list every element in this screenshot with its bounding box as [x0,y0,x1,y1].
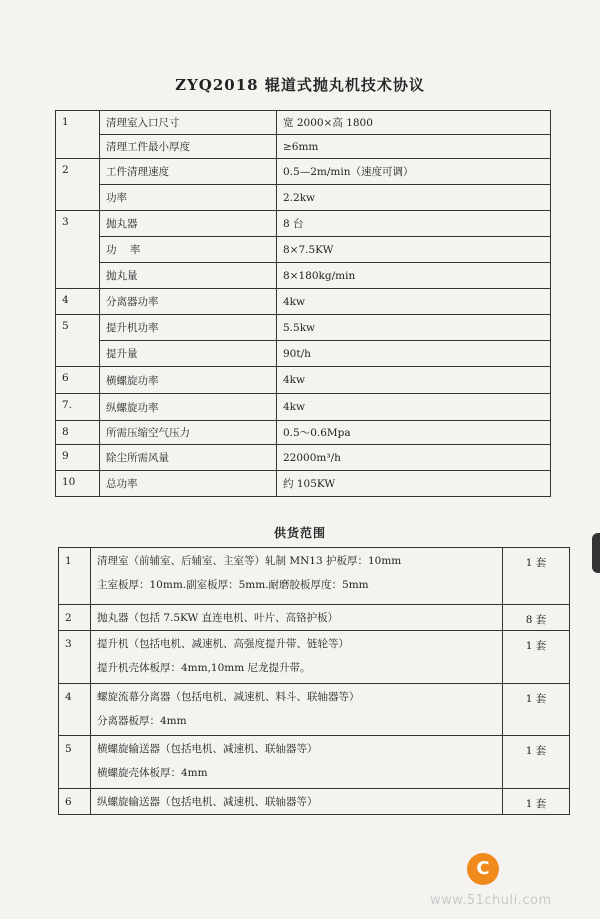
spec-row [56,315,551,341]
scope-quantity: 1 套 [503,548,570,605]
scope-item-number: 4 [59,684,91,736]
site-logo-icon: C [467,853,499,885]
spec-row [56,159,551,185]
scope-row [59,789,570,815]
scope-description-line: 提升机壳体板厚：4mm,10mm 尼龙提升带。 [97,662,311,674]
spec-label: 除尘所需风量 [100,445,277,471]
spec-label: 提升机功率 [100,315,277,341]
spec-row [56,421,551,445]
spec-label: 功 率 [100,237,277,263]
scope-description-line: 抛丸器（包括 7.5KW 直连电机、叶片、高铬护板） [97,612,339,624]
spec-value: 宽 2000×高 1800 [277,111,551,135]
spec-value: 4kw [277,367,551,394]
spec-label: 纵螺旋功率 [100,394,277,421]
binder-clip-mark [592,533,600,573]
spec-label: 工件清理速度 [100,159,277,185]
scope-row [59,631,570,684]
scope-description-line: 清理室（前辅室、后辅室、主室等）轧制 MN13 护板厚：10mm [97,555,402,567]
spec-item-number: 1 [56,111,100,159]
scope-description [91,631,503,684]
spec-label: 清理工件最小厚度 [100,135,277,159]
spec-item-number: 10 [56,471,100,497]
spec-label: 提升量 [100,341,277,367]
scope-description [91,736,503,789]
scope-item-number: 1 [59,548,91,605]
scope-description-line: 螺旋流幕分离器（包括电机、减速机、料斗、联轴器等） [97,691,360,703]
scope-table-body [59,548,570,815]
spec-label: 总功率 [100,471,277,497]
spec-value: 4kw [277,289,551,315]
scope-table [58,547,570,815]
scope-description [91,605,503,631]
spec-label: 横螺旋功率 [100,367,277,394]
spec-row [56,367,551,394]
spec-table [55,110,551,497]
spec-row [56,471,551,497]
scope-title: 供货范围 [273,526,326,540]
spec-row [56,289,551,315]
spec-item-number: 5 [56,315,100,367]
spec-label: 分离器功率 [100,289,277,315]
spec-label: 清理室入口尺寸 [100,111,277,135]
scope-description-line: 提升机（包括电机、减速机、高强度提升带、链轮等） [97,638,349,650]
spec-value: 22000m³/h [277,445,551,471]
spec-row [56,445,551,471]
spec-row [56,185,551,211]
spec-item-number: 8 [56,421,100,445]
spec-row [56,394,551,421]
scope-description-line: 主室板厚：10mm.副室板厚：5mm.耐磨胶板厚度：5mm [97,579,369,591]
scope-description [91,548,503,605]
spec-table-body [56,111,551,497]
scope-description [91,789,503,815]
scope-quantity: 1 套 [503,789,570,815]
spec-item-number: 3 [56,211,100,289]
scope-description-line: 分离器板厚：4mm [97,715,187,727]
scope-quantity: 8 套 [503,605,570,631]
document-title: ZYQ2018 辊道式抛丸机技术协议 [175,76,425,94]
scope-row [59,548,570,605]
spec-value: 2.2kw [277,185,551,211]
scope-row [59,736,570,789]
scope-item-number: 2 [59,605,91,631]
spec-value: 8×7.5KW [277,237,551,263]
spec-row [56,211,551,237]
scope-quantity: 1 套 [503,684,570,736]
spec-row [56,237,551,263]
spec-label: 抛丸量 [100,263,277,289]
spec-value: 5.5kw [277,315,551,341]
spec-value: ≥6mm [277,135,551,159]
scope-quantity: 1 套 [503,736,570,789]
spec-label: 抛丸器 [100,211,277,237]
spec-item-number: 7. [56,394,100,421]
scope-row [59,605,570,631]
scope-quantity: 1 套 [503,631,570,684]
scope-row [59,684,570,736]
spec-item-number: 2 [56,159,100,211]
spec-item-number: 4 [56,289,100,315]
scope-item-number: 3 [59,631,91,684]
spec-value: 90t/h [277,341,551,367]
spec-row [56,341,551,367]
scope-description-line: 横螺旋输送器（包括电机、减速机、联轴器等） [97,743,318,755]
spec-row [56,111,551,135]
spec-value: 约 105KW [277,471,551,497]
spec-value: 0.5—2m/min（速度可调） [277,159,551,185]
spec-label: 所需压缩空气压力 [100,421,277,445]
spec-row [56,263,551,289]
spec-value: 8 台 [277,211,551,237]
spec-item-number: 6 [56,367,100,394]
scope-description-line: 横螺旋壳体板厚：4mm [97,767,208,779]
spec-label: 功率 [100,185,277,211]
watermark: www.51chuli.com [430,893,552,908]
scope-item-number: 5 [59,736,91,789]
spec-value: 4kw [277,394,551,421]
scope-description-line: 纵螺旋输送器（包括电机、减速机、联轴器等） [97,796,318,808]
scope-item-number: 6 [59,789,91,815]
scope-description [91,684,503,736]
spec-item-number: 9 [56,445,100,471]
spec-row [56,135,551,159]
spec-value: 0.5～0.6Mpa [277,421,551,445]
spec-value: 8×180kg/min [277,263,551,289]
